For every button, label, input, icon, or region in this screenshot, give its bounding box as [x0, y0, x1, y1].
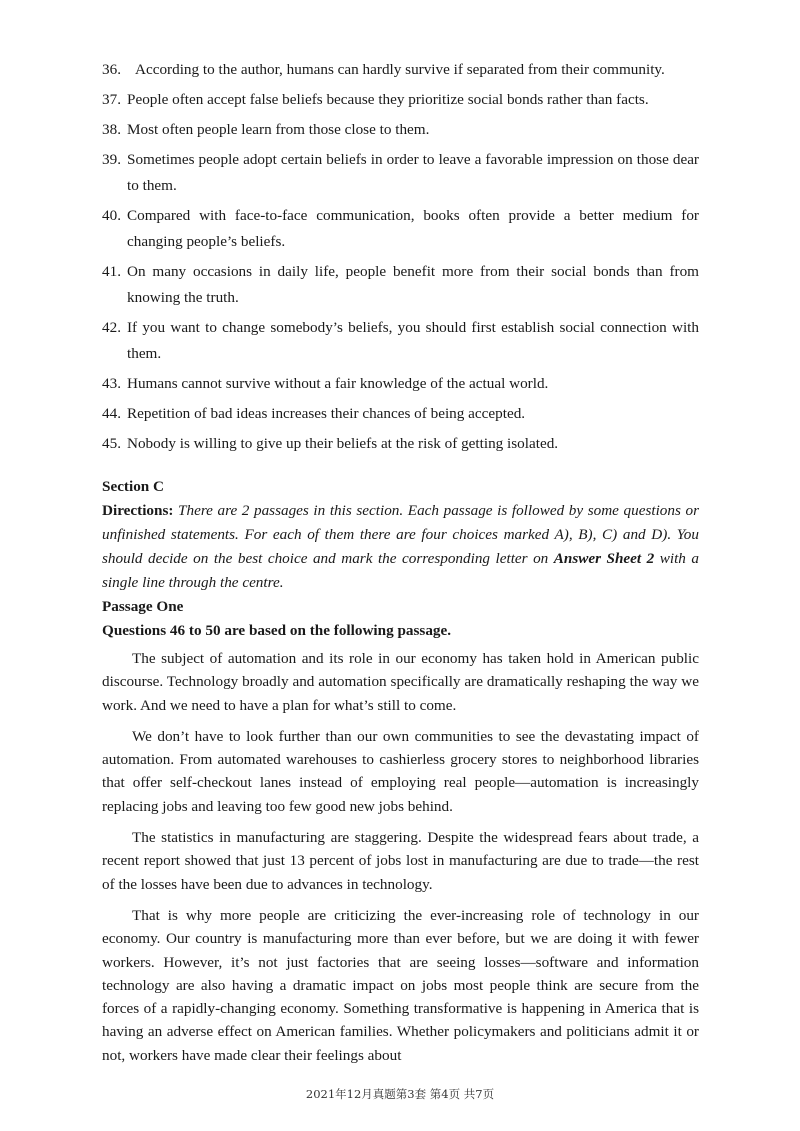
statement-43: [102, 371, 699, 397]
statement-text: According to the author, humans can hardly survive if separated from their community.: [135, 61, 665, 78]
exam-page: [102, 57, 699, 1067]
passage-paragraph: That is why more people are criticizing the ever-increasing role of technology in our economy. Our country is manufacturing more than ever before, but we are doing it with fewer workers. However, it’s not just factories that are seeing losses—software and information technology are also having a dramatic impact on jobs most people think are secure from the forces of a rapidly-changing economy. Something transformative is happening in America that is having an adverse effect on American families. Whether policymakers and politicians admit it or not, workers have made clear their feelings about: [102, 906, 699, 1064]
statement-44: [102, 401, 699, 427]
statement-text: On many occasions in daily life, people benefit more from their social bonds than from knowing the truth.: [127, 263, 699, 306]
page-footer: 2021年12月真题第3套 第4页 共7页: [305, 1087, 495, 1101]
statement-number: 37.: [102, 91, 121, 108]
statement-39: [102, 147, 699, 199]
statement-number: 39.: [102, 151, 121, 168]
statement-36: [102, 57, 699, 83]
passage-title: Passage One: [102, 598, 184, 615]
directions-end: with a single line through the centre.: [102, 550, 699, 591]
section-title: Section C: [102, 478, 165, 495]
statement-number: 41.: [102, 263, 121, 280]
statement-45: [102, 431, 699, 457]
directions: [102, 499, 699, 595]
answer-sheet-label: Answer Sheet 2: [553, 550, 655, 567]
statement-42: [102, 315, 699, 367]
statement-number: 40.: [102, 207, 121, 224]
statement-41: [102, 259, 699, 311]
statement-38: [102, 117, 699, 143]
statement-number: 36.: [102, 61, 121, 78]
passage-paragraph: We don’t have to look further than our own communities to see the devastating impact of automation. From automated warehouses to cashierless grocery stores to neighborhood libraries that offer self-checkout lanes instead of employing real people—automation is increasingly replacing jobs and leaving too few good new jobs behind.: [102, 727, 699, 815]
statement-number: 45.: [102, 435, 121, 452]
passage-paragraph: The subject of automation and its role in our economy has taken hold in American public discourse. Technology broadly and automation specifically are dramatically reshaping the way we work. And we need to have a plan for what’s still to come.: [102, 650, 699, 714]
statement-text: Sometimes people adopt certain beliefs in order to leave a favorable impression on those dear to them.: [127, 151, 699, 194]
statement-number: 38.: [102, 121, 121, 138]
statement-text: Nobody is willing to give up their beliefs at the risk of getting isolated.: [127, 435, 559, 452]
statement-40: [102, 203, 699, 255]
passage-subtitle: Questions 46 to 50 are based on the following passage.: [102, 622, 452, 639]
statement-text: If you want to change somebody’s beliefs, you should first establish social connection with them.: [127, 319, 699, 362]
directions-label: Directions:: [102, 502, 174, 519]
statement-number: 44.: [102, 405, 121, 422]
statement-text: People often accept false beliefs because they prioritize social bonds rather than facts.: [127, 91, 649, 108]
passage-paragraph: The statistics in manufacturing are staggering. Despite the widespread fears about trade, a recent report showed that just 13 percent of jobs lost in manufacturing are due to trade—the rest of the losses have been due to advances in technology.: [102, 829, 699, 893]
statement-text: Most often people learn from those close to them.: [127, 121, 430, 138]
statement-number: 42.: [102, 319, 121, 336]
statement-list: [102, 57, 699, 457]
statement-text: Compared with face-to-face communication, books often provide a better medium for changing people’s beliefs.: [127, 207, 699, 250]
statement-text: Repetition of bad ideas increases their chances of being accepted.: [127, 405, 526, 422]
statement-number: 43.: [102, 375, 121, 392]
directions-text: There are 2 passages in this section. Each passage is followed by some questions or unfinished statements. For each of them there are four choices marked A), B), C) and D). You should decide on the best choice and mark the corresponding letter on: [102, 502, 700, 567]
statement-text: Humans cannot survive without a fair knowledge of the actual world.: [127, 375, 549, 392]
statement-37: [102, 87, 699, 113]
